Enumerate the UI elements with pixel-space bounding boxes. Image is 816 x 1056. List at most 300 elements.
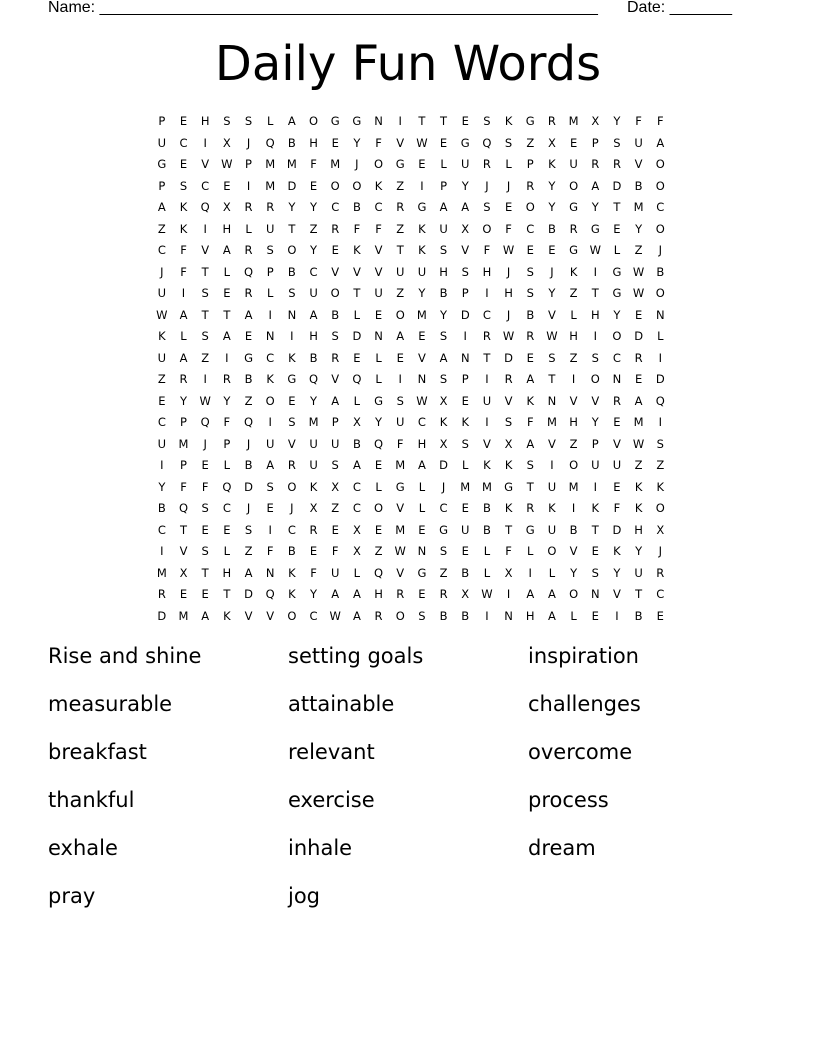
grid-letter: J xyxy=(290,501,294,515)
grid-row xyxy=(151,283,671,305)
grid-letter: K xyxy=(309,479,318,494)
grid-letter: T xyxy=(483,350,491,365)
grid-row xyxy=(151,541,671,563)
grid-letter: W xyxy=(481,587,493,601)
grid-letter: Z xyxy=(331,501,340,515)
grid-letter: B xyxy=(482,501,491,515)
grid-letter: T xyxy=(418,114,426,128)
word-bank-item: measurable xyxy=(48,692,173,716)
grid-letter: E xyxy=(374,522,383,537)
grid-letter: L xyxy=(570,608,577,623)
grid-letter: Y xyxy=(461,178,469,193)
grid-letter: N xyxy=(265,329,275,343)
grid-row xyxy=(151,412,671,434)
grid-letter: O xyxy=(287,479,297,494)
grid-letter: Y xyxy=(310,243,318,257)
grid-letter: A xyxy=(309,307,318,322)
grid-letter: R xyxy=(504,372,513,386)
grid-letter: L xyxy=(527,544,534,558)
grid-letter: S xyxy=(461,436,469,451)
grid-letter: U xyxy=(591,458,600,472)
grid-letter: I xyxy=(593,264,597,279)
grid-letter: U xyxy=(612,458,622,472)
grid-letter: K xyxy=(591,501,600,515)
grid-letter: G xyxy=(417,200,427,214)
grid-letter: C xyxy=(331,200,340,214)
grid-letter: X xyxy=(352,522,361,537)
grid-row xyxy=(151,111,671,133)
grid-letter: C xyxy=(309,264,318,279)
grid-letter: A xyxy=(287,114,296,128)
grid-letter: S xyxy=(201,329,209,343)
grid-row xyxy=(151,520,671,542)
grid-letter: Z xyxy=(201,350,210,365)
grid-letter: B xyxy=(287,264,296,279)
word-bank-item: Rise and shine xyxy=(48,644,202,668)
grid-letter: D xyxy=(655,372,665,386)
grid-letter: M xyxy=(178,436,189,451)
grid-letter: A xyxy=(244,307,253,322)
grid-letter: O xyxy=(590,372,600,386)
grid-letter: A xyxy=(547,608,556,623)
grid-letter: E xyxy=(179,587,188,601)
grid-letter: I xyxy=(268,415,272,429)
grid-letter: O xyxy=(569,587,579,601)
page-title: Daily Fun Words xyxy=(214,36,602,92)
grid-letter: D xyxy=(244,479,253,494)
grid-letter: U xyxy=(417,264,427,279)
grid-letter: Z xyxy=(569,286,578,300)
grid-letter: B xyxy=(244,372,253,386)
grid-letter: D xyxy=(157,608,167,623)
grid-letter: V xyxy=(547,436,556,451)
grid-letter: K xyxy=(569,264,578,279)
grid-letter: W xyxy=(416,393,428,408)
grid-letter: R xyxy=(482,157,491,171)
grid-letter: V xyxy=(547,307,556,322)
grid-letter: G xyxy=(525,114,535,128)
date-field-label: Date: _______ xyxy=(627,0,732,16)
grid-letter: I xyxy=(160,544,164,558)
grid-letter: S xyxy=(439,243,448,257)
grid-letter: J xyxy=(441,479,446,494)
grid-letter: K xyxy=(288,565,296,580)
grid-letter: Y xyxy=(288,200,296,214)
grid-letter: H xyxy=(200,114,210,128)
grid-letter: C xyxy=(157,243,166,257)
grid-letter: U xyxy=(634,135,643,150)
grid-letter: E xyxy=(331,135,339,150)
grid-letter: G xyxy=(569,243,579,257)
grid-letter: F xyxy=(635,114,642,128)
grid-letter: M xyxy=(481,479,492,494)
grid-letter: S xyxy=(504,135,513,150)
grid-letter: B xyxy=(331,307,340,322)
grid-letter: N xyxy=(374,114,383,128)
grid-letter: P xyxy=(180,415,187,429)
name-field-label: Name: ________________________________________________________ xyxy=(48,0,598,16)
grid-letter: C xyxy=(352,479,361,494)
grid-letter: O xyxy=(374,501,384,515)
grid-letter: U xyxy=(634,565,643,580)
grid-letter: A xyxy=(461,200,470,214)
grid-letter: I xyxy=(398,372,402,386)
grid-letter: W xyxy=(632,286,645,300)
grid-letter: W xyxy=(329,608,341,623)
grid-letter: N xyxy=(612,372,622,386)
grid-letter: B xyxy=(482,522,491,537)
grid-letter: J xyxy=(550,264,554,279)
grid-letter: O xyxy=(482,221,492,236)
grid-letter: W xyxy=(394,544,406,558)
grid-letter: X xyxy=(439,436,448,451)
grid-letter: T xyxy=(223,307,231,322)
grid-letter: K xyxy=(353,243,361,257)
grid-letter: E xyxy=(656,608,664,623)
grid-letter: V xyxy=(482,436,491,451)
grid-letter: L xyxy=(375,372,382,386)
grid-letter: N xyxy=(417,372,427,386)
grid-letter: P xyxy=(223,436,231,451)
grid-letter: S xyxy=(396,393,404,408)
grid-letter: O xyxy=(374,157,384,171)
grid-letter: T xyxy=(201,565,209,580)
grid-letter: A xyxy=(526,372,535,386)
grid-letter: X xyxy=(504,565,513,580)
grid-letter: V xyxy=(352,264,361,279)
grid-letter: I xyxy=(246,178,251,193)
grid-letter: B xyxy=(287,544,296,558)
grid-letter: Q xyxy=(200,415,210,429)
grid-row xyxy=(151,391,671,413)
grid-letter: A xyxy=(331,393,340,408)
grid-letter: B xyxy=(287,135,296,150)
grid-letter: E xyxy=(461,544,469,558)
grid-letter: S xyxy=(288,286,296,300)
grid-letter: H xyxy=(569,329,578,343)
grid-letter: Y xyxy=(613,565,621,580)
grid-letter: V xyxy=(461,243,470,257)
grid-letter: M xyxy=(178,608,189,623)
grid-letter: D xyxy=(612,522,622,537)
grid-letter: Y xyxy=(613,307,621,322)
grid-letter: T xyxy=(353,286,361,300)
grid-letter: G xyxy=(525,522,535,537)
grid-letter: F xyxy=(613,501,621,515)
grid-letter: I xyxy=(268,307,272,322)
grid-letter: U xyxy=(309,286,318,300)
grid-letter: E xyxy=(201,587,209,601)
word-bank-item: inhale xyxy=(288,836,353,860)
grid-letter: E xyxy=(569,135,578,150)
grid-letter: O xyxy=(569,458,579,472)
grid-letter: E xyxy=(374,458,383,472)
grid-letter: Z xyxy=(569,436,578,451)
grid-letter: O xyxy=(330,286,340,300)
header-line xyxy=(48,0,748,20)
grid-letter: K xyxy=(504,458,513,472)
grid-letter: X xyxy=(591,114,600,128)
grid-letter: U xyxy=(331,565,340,580)
grid-letter: F xyxy=(396,436,404,451)
grid-letter: O xyxy=(287,608,297,623)
grid-letter: T xyxy=(548,372,556,386)
grid-letter: V xyxy=(504,393,513,408)
grid-letter: P xyxy=(440,178,448,193)
grid-letter: R xyxy=(179,372,188,386)
grid-letter: R xyxy=(309,522,318,537)
grid-letter: F xyxy=(526,415,534,429)
grid-letter: S xyxy=(201,501,209,515)
grid-letter: O xyxy=(655,221,665,236)
grid-letter: F xyxy=(375,221,382,236)
grid-letter: Q xyxy=(178,501,189,515)
grid-letter: S xyxy=(201,286,209,300)
grid-letter: T xyxy=(201,307,209,322)
grid-letter: L xyxy=(418,479,426,494)
grid-letter: E xyxy=(461,501,469,515)
grid-letter: I xyxy=(571,501,576,515)
grid-letter: I xyxy=(658,350,662,365)
grid-letter: Z xyxy=(634,458,643,472)
grid-letter: L xyxy=(462,458,469,472)
grid-letter: Y xyxy=(548,200,556,214)
grid-letter: Y xyxy=(548,286,556,300)
word-bank-item: pray xyxy=(48,884,96,908)
grid-letter: R xyxy=(157,587,166,601)
grid-letter: F xyxy=(375,135,382,150)
grid-letter: F xyxy=(310,565,317,580)
grid-letter: M xyxy=(265,178,276,193)
grid-letter: I xyxy=(528,565,532,580)
grid-letter: O xyxy=(655,286,665,300)
grid-letter: N xyxy=(590,587,600,601)
grid-letter: K xyxy=(548,501,556,515)
grid-letter: V xyxy=(569,544,578,558)
grid-letter: V xyxy=(179,544,188,558)
grid-letter: W xyxy=(502,329,515,343)
grid-letter: B xyxy=(656,264,665,279)
grid-letter: Z xyxy=(396,178,405,193)
grid-letter: E xyxy=(223,178,231,193)
grid-letter: U xyxy=(157,135,167,150)
grid-row xyxy=(151,240,671,262)
grid-letter: T xyxy=(201,264,209,279)
grid-letter: B xyxy=(157,501,166,515)
grid-letter: F xyxy=(331,544,339,558)
grid-letter: B xyxy=(309,350,318,365)
grid-letter: U xyxy=(331,436,340,451)
grid-letter: W xyxy=(546,329,558,343)
grid-letter: R xyxy=(222,372,231,386)
grid-letter: P xyxy=(331,415,339,429)
grid-letter: L xyxy=(440,157,447,171)
grid-letter: B xyxy=(439,286,448,300)
grid-row xyxy=(151,498,671,520)
grid-letter: G xyxy=(612,286,622,300)
grid-letter: K xyxy=(504,114,513,128)
grid-letter: K xyxy=(634,501,643,515)
grid-letter: Z xyxy=(157,221,166,236)
grid-letter: Y xyxy=(223,393,231,408)
grid-letter: K xyxy=(613,544,621,558)
grid-letter: E xyxy=(331,243,339,257)
grid-letter: R xyxy=(482,329,491,343)
grid-letter: V xyxy=(287,436,296,451)
grid-letter: T xyxy=(591,286,599,300)
grid-letter: S xyxy=(244,522,253,537)
grid-letter: E xyxy=(309,178,318,193)
grid-letter: Z xyxy=(656,458,665,472)
grid-row xyxy=(151,176,671,198)
grid-letter: O xyxy=(525,200,535,214)
grid-letter: I xyxy=(485,286,489,300)
grid-letter: R xyxy=(569,221,578,236)
grid-letter: S xyxy=(483,200,491,214)
grid-letter: F xyxy=(353,221,361,236)
grid-letter: R xyxy=(526,178,535,193)
grid-letter: R xyxy=(656,565,665,580)
grid-letter: P xyxy=(591,135,599,150)
grid-letter: Y xyxy=(310,587,318,601)
grid-letter: S xyxy=(179,178,188,193)
grid-letter: U xyxy=(374,286,383,300)
grid-row xyxy=(151,197,671,219)
grid-letter: V xyxy=(396,135,405,150)
grid-letter: D xyxy=(244,587,253,601)
grid-letter: Y xyxy=(591,200,599,214)
grid-letter: O xyxy=(330,178,340,193)
grid-row xyxy=(151,305,671,327)
grid-letter: Q xyxy=(374,565,384,580)
grid-letter: W xyxy=(199,393,211,408)
grid-letter: F xyxy=(310,157,317,171)
grid-letter: L xyxy=(245,221,252,236)
grid-letter: W xyxy=(502,243,515,257)
grid-letter: L xyxy=(375,479,382,494)
grid-letter: M xyxy=(460,479,471,494)
grid-letter: G xyxy=(330,114,340,128)
grid-letter: Z xyxy=(374,544,383,558)
grid-letter: E xyxy=(418,522,426,537)
grid-letter: L xyxy=(483,565,491,580)
grid-letter: E xyxy=(591,544,599,558)
grid-letter: I xyxy=(485,372,489,386)
grid-letter: G xyxy=(590,221,600,236)
grid-letter: N xyxy=(504,608,513,623)
grid-letter: S xyxy=(613,135,621,150)
grid-letter: U xyxy=(461,157,470,171)
grid-letter: Z xyxy=(439,565,448,580)
grid-row xyxy=(151,563,671,585)
grid-letter: X xyxy=(352,544,361,558)
grid-letter: X xyxy=(461,221,470,236)
grid-letter: G xyxy=(157,157,167,171)
grid-letter: I xyxy=(290,329,294,343)
grid-letter: E xyxy=(158,393,166,408)
grid-letter: K xyxy=(158,329,166,343)
grid-letter: Y xyxy=(548,178,556,193)
grid-letter: C xyxy=(201,178,210,193)
grid-letter: A xyxy=(222,329,231,343)
grid-letter: U xyxy=(547,479,557,494)
grid-letter: E xyxy=(548,243,556,257)
grid-letter: K xyxy=(634,479,643,494)
grid-letter: D xyxy=(612,178,622,193)
grid-letter: S xyxy=(591,565,599,580)
grid-row xyxy=(151,434,671,456)
grid-letter: M xyxy=(265,157,276,171)
grid-letter: R xyxy=(612,393,621,408)
grid-letter: D xyxy=(439,458,448,472)
grid-letter: S xyxy=(201,544,209,558)
grid-letter: L xyxy=(657,329,664,343)
grid-letter: P xyxy=(461,372,469,386)
grid-letter: M xyxy=(330,157,341,171)
grid-letter: K xyxy=(461,415,470,429)
grid-letter: L xyxy=(375,350,382,365)
grid-letter: O xyxy=(352,178,362,193)
grid-letter: H xyxy=(590,307,600,322)
grid-letter: V xyxy=(591,393,600,408)
grid-letter: Q xyxy=(243,415,254,429)
grid-letter: H xyxy=(525,608,535,623)
grid-letter: D xyxy=(460,307,470,322)
grid-letter: I xyxy=(181,286,186,300)
grid-letter: Q xyxy=(265,135,275,150)
grid-letter: E xyxy=(223,522,231,537)
grid-letter: E xyxy=(526,243,534,257)
grid-letter: L xyxy=(223,544,231,558)
grid-letter: I xyxy=(420,178,424,193)
grid-letter: F xyxy=(505,221,512,236)
word-bank-item: challenges xyxy=(528,692,641,716)
grid-letter: C xyxy=(266,350,275,365)
grid-letter: S xyxy=(418,608,426,623)
grid-letter: A xyxy=(526,587,535,601)
grid-letter: S xyxy=(223,114,231,128)
grid-letter: X xyxy=(352,415,361,429)
grid-letter: L xyxy=(266,114,274,128)
grid-letter: S xyxy=(656,436,664,451)
grid-letter: Q xyxy=(243,264,254,279)
grid-letter: E xyxy=(179,157,188,171)
word-bank-item: process xyxy=(528,788,609,812)
grid-letter: K xyxy=(288,350,296,365)
grid-letter: T xyxy=(288,221,296,236)
grid-letter: Y xyxy=(310,200,318,214)
grid-letter: V xyxy=(331,264,340,279)
grid-letter: A xyxy=(266,458,275,472)
grid-letter: A xyxy=(417,458,426,472)
grid-letter: G xyxy=(504,479,514,494)
grid-letter: E xyxy=(331,522,339,537)
grid-letter: U xyxy=(547,522,557,537)
grid-letter: I xyxy=(160,458,164,472)
grid-letter: S xyxy=(266,479,274,494)
grid-letter: T xyxy=(505,522,513,537)
grid-letter: G xyxy=(612,264,622,279)
grid-letter: A xyxy=(547,587,556,601)
grid-letter: V xyxy=(374,243,383,257)
grid-letter: R xyxy=(526,329,535,343)
grid-letter: H xyxy=(504,286,513,300)
grid-letter: E xyxy=(353,350,361,365)
grid-letter: E xyxy=(634,372,643,386)
grid-letter: R xyxy=(244,286,253,300)
grid-row xyxy=(151,133,671,155)
grid-letter: I xyxy=(398,114,402,128)
